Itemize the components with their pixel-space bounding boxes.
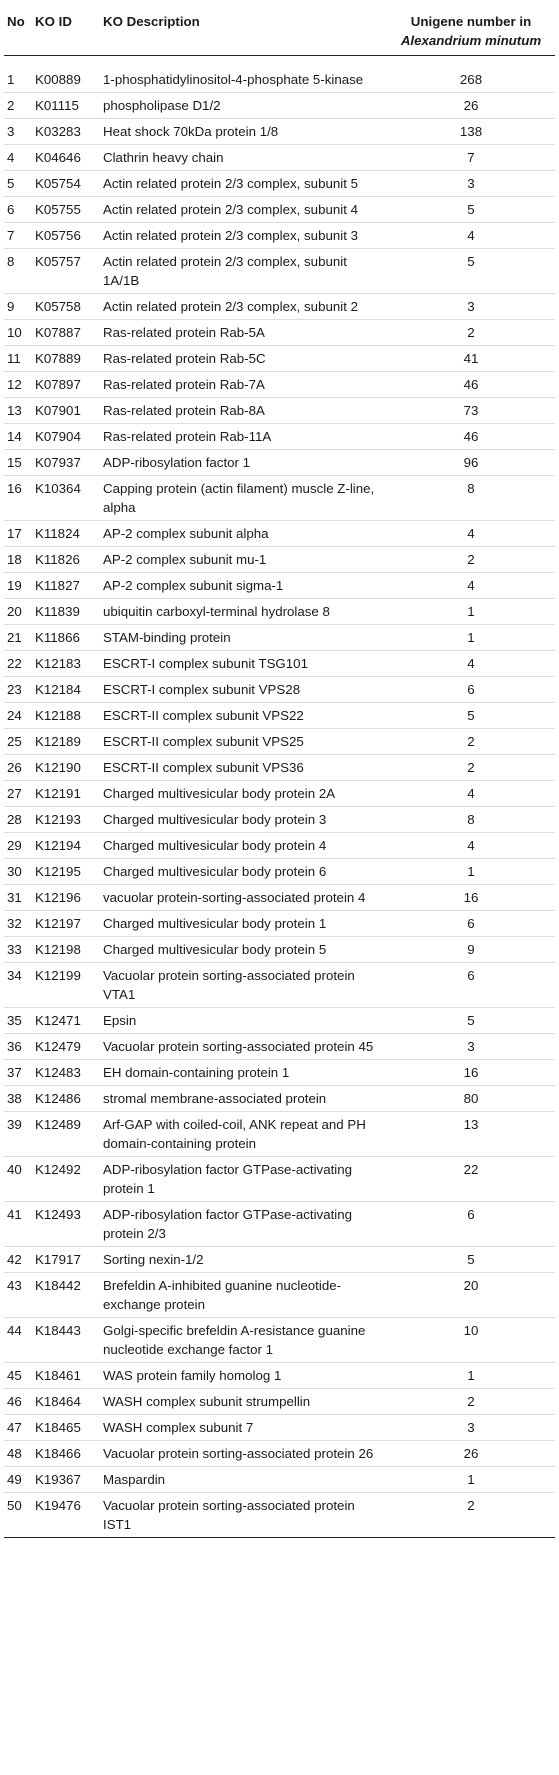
row-no: 10 xyxy=(4,320,32,346)
row-ko-id: K07901 xyxy=(32,398,100,424)
row-unigene-count: 4 xyxy=(387,833,555,859)
row-ko-id: K11827 xyxy=(32,573,100,599)
row-unigene-count: 5 xyxy=(387,1008,555,1034)
row-unigene-count: 41 xyxy=(387,346,555,372)
row-ko-description: Vacuolar protein sorting-associated protein 26 xyxy=(100,1441,387,1467)
row-ko-description: AP-2 complex subunit mu-1 xyxy=(100,547,387,573)
row-ko-id: K12483 xyxy=(32,1060,100,1086)
row-ko-description: Actin related protein 2/3 complex, subunit 2 xyxy=(100,294,387,320)
row-no: 18 xyxy=(4,547,32,573)
table-row xyxy=(4,372,555,398)
row-no: 50 xyxy=(4,1493,32,1538)
row-ko-description: Actin related protein 2/3 complex, subunit 5 xyxy=(100,171,387,197)
table-row xyxy=(4,1273,555,1318)
row-no: 16 xyxy=(4,476,32,521)
row-unigene-count: 96 xyxy=(387,450,555,476)
table-row xyxy=(4,807,555,833)
table-row xyxy=(4,119,555,145)
row-ko-description: Vacuolar protein sorting-associated protein 45 xyxy=(100,1034,387,1060)
row-no: 24 xyxy=(4,703,32,729)
row-ko-id: K05755 xyxy=(32,197,100,223)
row-unigene-count: 16 xyxy=(387,885,555,911)
row-ko-description: Vacuolar protein sorting-associated protein IST1 xyxy=(100,1493,387,1538)
row-ko-description: ESCRT-I complex subunit TSG101 xyxy=(100,651,387,677)
row-no: 31 xyxy=(4,885,32,911)
row-unigene-count: 16 xyxy=(387,1060,555,1086)
row-ko-description: phospholipase D1/2 xyxy=(100,93,387,119)
row-unigene-count: 8 xyxy=(387,807,555,833)
row-no: 15 xyxy=(4,450,32,476)
row-no: 38 xyxy=(4,1086,32,1112)
row-no: 20 xyxy=(4,599,32,625)
row-unigene-count: 26 xyxy=(387,1441,555,1467)
row-unigene-count: 46 xyxy=(387,424,555,450)
table-row xyxy=(4,729,555,755)
row-ko-description: EH domain-containing protein 1 xyxy=(100,1060,387,1086)
row-ko-id: K18461 xyxy=(32,1363,100,1389)
row-unigene-count: 2 xyxy=(387,1389,555,1415)
row-unigene-count: 6 xyxy=(387,911,555,937)
row-ko-description: Brefeldin A-inhibited guanine nucleotide-exchange protein xyxy=(100,1273,387,1318)
row-ko-description: stromal membrane-associated protein xyxy=(100,1086,387,1112)
row-ko-id: K18443 xyxy=(32,1318,100,1363)
row-unigene-count: 8 xyxy=(387,476,555,521)
row-unigene-count: 9 xyxy=(387,937,555,963)
table-row xyxy=(4,755,555,781)
row-unigene-count: 4 xyxy=(387,781,555,807)
table-row xyxy=(4,1415,555,1441)
row-ko-description: Ras-related protein Rab-7A xyxy=(100,372,387,398)
table-row xyxy=(4,398,555,424)
row-ko-description: Ras-related protein Rab-5A xyxy=(100,320,387,346)
row-no: 37 xyxy=(4,1060,32,1086)
row-ko-id: K11839 xyxy=(32,599,100,625)
row-unigene-count: 20 xyxy=(387,1273,555,1318)
row-ko-id: K12188 xyxy=(32,703,100,729)
row-unigene-count: 26 xyxy=(387,93,555,119)
row-ko-description: Actin related protein 2/3 complex, subunit 4 xyxy=(100,197,387,223)
row-unigene-count: 2 xyxy=(387,755,555,781)
row-unigene-count: 4 xyxy=(387,573,555,599)
row-no: 45 xyxy=(4,1363,32,1389)
row-ko-id: K12184 xyxy=(32,677,100,703)
table-body xyxy=(4,56,555,1538)
row-no: 46 xyxy=(4,1389,32,1415)
row-no: 14 xyxy=(4,424,32,450)
row-no: 32 xyxy=(4,911,32,937)
row-ko-description: Maspardin xyxy=(100,1467,387,1493)
row-ko-id: K12193 xyxy=(32,807,100,833)
row-ko-id: K12189 xyxy=(32,729,100,755)
table-row xyxy=(4,1008,555,1034)
header-ko-id: KO ID xyxy=(32,6,100,56)
row-ko-description: ESCRT-I complex subunit VPS28 xyxy=(100,677,387,703)
row-unigene-count: 1 xyxy=(387,1467,555,1493)
table-row xyxy=(4,885,555,911)
row-unigene-count: 3 xyxy=(387,294,555,320)
row-unigene-count: 5 xyxy=(387,249,555,294)
row-ko-description: Charged multivesicular body protein 4 xyxy=(100,833,387,859)
table-row xyxy=(4,1441,555,1467)
table-row xyxy=(4,476,555,521)
row-no: 19 xyxy=(4,573,32,599)
table-row xyxy=(4,703,555,729)
table-row xyxy=(4,599,555,625)
row-no: 25 xyxy=(4,729,32,755)
row-unigene-count: 1 xyxy=(387,625,555,651)
row-ko-description: STAM-binding protein xyxy=(100,625,387,651)
row-no: 29 xyxy=(4,833,32,859)
row-unigene-count: 3 xyxy=(387,1415,555,1441)
row-no: 12 xyxy=(4,372,32,398)
table-row xyxy=(4,1202,555,1247)
row-ko-id: K11866 xyxy=(32,625,100,651)
table-row xyxy=(4,521,555,547)
row-unigene-count: 2 xyxy=(387,320,555,346)
row-ko-id: K04646 xyxy=(32,145,100,171)
row-unigene-count: 4 xyxy=(387,521,555,547)
row-no: 4 xyxy=(4,145,32,171)
row-ko-description: Charged multivesicular body protein 6 xyxy=(100,859,387,885)
row-no: 26 xyxy=(4,755,32,781)
row-no: 49 xyxy=(4,1467,32,1493)
table-row xyxy=(4,346,555,372)
row-ko-description: WAS protein family homolog 1 xyxy=(100,1363,387,1389)
table-row xyxy=(4,1157,555,1202)
row-ko-id: K12194 xyxy=(32,833,100,859)
row-unigene-count: 13 xyxy=(387,1112,555,1157)
header-row xyxy=(4,6,555,56)
header-unigene-number xyxy=(387,6,555,56)
row-no: 33 xyxy=(4,937,32,963)
row-ko-id: K07889 xyxy=(32,346,100,372)
row-unigene-count: 5 xyxy=(387,197,555,223)
row-ko-id: K11824 xyxy=(32,521,100,547)
table-row xyxy=(4,625,555,651)
row-ko-description: Ras-related protein Rab-8A xyxy=(100,398,387,424)
row-unigene-count: 73 xyxy=(387,398,555,424)
row-ko-id: K12471 xyxy=(32,1008,100,1034)
row-unigene-count: 5 xyxy=(387,703,555,729)
row-no: 27 xyxy=(4,781,32,807)
row-no: 40 xyxy=(4,1157,32,1202)
row-ko-id: K07937 xyxy=(32,450,100,476)
row-no: 3 xyxy=(4,119,32,145)
row-ko-description: Arf-GAP with coiled-coil, ANK repeat and PH domain-containing protein xyxy=(100,1112,387,1157)
table-row xyxy=(4,1389,555,1415)
row-ko-id: K12479 xyxy=(32,1034,100,1060)
row-ko-description: ubiquitin carboxyl-terminal hydrolase 8 xyxy=(100,599,387,625)
row-ko-description: ADP-ribosylation factor 1 xyxy=(100,450,387,476)
row-ko-id: K05756 xyxy=(32,223,100,249)
header-unigene-line2: Alexandrium minutum xyxy=(400,33,542,48)
row-no: 17 xyxy=(4,521,32,547)
row-ko-description: ESCRT-II complex subunit VPS25 xyxy=(100,729,387,755)
row-ko-id: K01115 xyxy=(32,93,100,119)
table-row xyxy=(4,197,555,223)
row-unigene-count: 5 xyxy=(387,1247,555,1273)
header-ko-description: KO Description xyxy=(100,6,387,56)
row-no: 47 xyxy=(4,1415,32,1441)
row-unigene-count: 4 xyxy=(387,223,555,249)
table-row xyxy=(4,937,555,963)
row-ko-id: K18465 xyxy=(32,1415,100,1441)
row-ko-id: K07904 xyxy=(32,424,100,450)
row-ko-description: Epsin xyxy=(100,1008,387,1034)
table-row xyxy=(4,547,555,573)
row-unigene-count: 4 xyxy=(387,651,555,677)
table-row xyxy=(4,1493,555,1538)
table-row xyxy=(4,320,555,346)
row-ko-id: K10364 xyxy=(32,476,100,521)
row-no: 23 xyxy=(4,677,32,703)
row-ko-id: K03283 xyxy=(32,119,100,145)
row-no: 2 xyxy=(4,93,32,119)
row-ko-description: Vacuolar protein sorting-associated protein VTA1 xyxy=(100,963,387,1008)
row-ko-description: Clathrin heavy chain xyxy=(100,145,387,171)
row-ko-id: K18466 xyxy=(32,1441,100,1467)
row-ko-id: K12197 xyxy=(32,911,100,937)
row-no: 42 xyxy=(4,1247,32,1273)
row-unigene-count: 6 xyxy=(387,677,555,703)
row-no: 21 xyxy=(4,625,32,651)
row-ko-id: K19367 xyxy=(32,1467,100,1493)
row-ko-description: ADP-ribosylation factor GTPase-activating protein 1 xyxy=(100,1157,387,1202)
table-header xyxy=(4,6,555,56)
row-ko-description: Ras-related protein Rab-5C xyxy=(100,346,387,372)
row-ko-description: Actin related protein 2/3 complex, subunit 3 xyxy=(100,223,387,249)
table-row xyxy=(4,1247,555,1273)
row-ko-description: WASH complex subunit 7 xyxy=(100,1415,387,1441)
row-no: 22 xyxy=(4,651,32,677)
row-ko-description: ESCRT-II complex subunit VPS22 xyxy=(100,703,387,729)
row-unigene-count: 22 xyxy=(387,1157,555,1202)
table-row xyxy=(4,450,555,476)
row-ko-description: Heat shock 70kDa protein 1/8 xyxy=(100,119,387,145)
table-row xyxy=(4,424,555,450)
row-ko-id: K12190 xyxy=(32,755,100,781)
table-row xyxy=(4,294,555,320)
row-ko-id: K18464 xyxy=(32,1389,100,1415)
row-ko-id: K12493 xyxy=(32,1202,100,1247)
row-no: 1 xyxy=(4,56,32,93)
row-ko-id: K18442 xyxy=(32,1273,100,1318)
row-no: 5 xyxy=(4,171,32,197)
row-ko-description: Golgi-specific brefeldin A-resistance guanine nucleotide exchange factor 1 xyxy=(100,1318,387,1363)
table-row xyxy=(4,651,555,677)
row-ko-id: K12198 xyxy=(32,937,100,963)
table-row xyxy=(4,1467,555,1493)
row-no: 11 xyxy=(4,346,32,372)
row-ko-id: K12486 xyxy=(32,1086,100,1112)
row-ko-id: K12492 xyxy=(32,1157,100,1202)
row-ko-description: Capping protein (actin filament) muscle Z-line, alpha xyxy=(100,476,387,521)
table-row xyxy=(4,56,555,93)
row-ko-id: K19476 xyxy=(32,1493,100,1538)
row-no: 41 xyxy=(4,1202,32,1247)
row-no: 34 xyxy=(4,963,32,1008)
row-unigene-count: 6 xyxy=(387,1202,555,1247)
table-row xyxy=(4,1318,555,1363)
row-ko-id: K12195 xyxy=(32,859,100,885)
row-no: 43 xyxy=(4,1273,32,1318)
row-no: 6 xyxy=(4,197,32,223)
header-unigene-line1: Unigene number in xyxy=(410,14,532,29)
row-ko-id: K12183 xyxy=(32,651,100,677)
row-unigene-count: 46 xyxy=(387,372,555,398)
row-unigene-count: 6 xyxy=(387,963,555,1008)
row-unigene-count: 2 xyxy=(387,1493,555,1538)
table-row xyxy=(4,677,555,703)
row-ko-description: Charged multivesicular body protein 5 xyxy=(100,937,387,963)
row-ko-description: AP-2 complex subunit alpha xyxy=(100,521,387,547)
row-ko-description: vacuolar protein-sorting-associated protein 4 xyxy=(100,885,387,911)
row-ko-id: K05754 xyxy=(32,171,100,197)
row-no: 48 xyxy=(4,1441,32,1467)
row-no: 44 xyxy=(4,1318,32,1363)
row-unigene-count: 268 xyxy=(387,56,555,93)
ko-table xyxy=(4,6,555,1538)
row-unigene-count: 3 xyxy=(387,1034,555,1060)
row-ko-description: Actin related protein 2/3 complex, subunit 1A/1B xyxy=(100,249,387,294)
row-ko-id: K07887 xyxy=(32,320,100,346)
row-unigene-count: 3 xyxy=(387,171,555,197)
table-row xyxy=(4,1086,555,1112)
row-ko-id: K05757 xyxy=(32,249,100,294)
table-row xyxy=(4,859,555,885)
row-ko-id: K12191 xyxy=(32,781,100,807)
table-row xyxy=(4,1060,555,1086)
row-no: 39 xyxy=(4,1112,32,1157)
table-row xyxy=(4,145,555,171)
row-no: 7 xyxy=(4,223,32,249)
row-ko-description: Charged multivesicular body protein 1 xyxy=(100,911,387,937)
row-ko-id: K05758 xyxy=(32,294,100,320)
row-ko-description: ESCRT-II complex subunit VPS36 xyxy=(100,755,387,781)
table-row xyxy=(4,223,555,249)
row-no: 35 xyxy=(4,1008,32,1034)
row-unigene-count: 80 xyxy=(387,1086,555,1112)
row-unigene-count: 1 xyxy=(387,599,555,625)
header-no: No xyxy=(4,6,32,56)
row-no: 30 xyxy=(4,859,32,885)
row-ko-description: WASH complex subunit strumpellin xyxy=(100,1389,387,1415)
table-row xyxy=(4,1034,555,1060)
table-row xyxy=(4,93,555,119)
row-no: 13 xyxy=(4,398,32,424)
row-no: 8 xyxy=(4,249,32,294)
row-ko-id: K07897 xyxy=(32,372,100,398)
table-row xyxy=(4,1112,555,1157)
row-ko-id: K12196 xyxy=(32,885,100,911)
table-row xyxy=(4,911,555,937)
row-ko-id: K12199 xyxy=(32,963,100,1008)
row-ko-id: K00889 xyxy=(32,56,100,93)
row-unigene-count: 1 xyxy=(387,859,555,885)
row-unigene-count: 10 xyxy=(387,1318,555,1363)
row-no: 36 xyxy=(4,1034,32,1060)
table-row xyxy=(4,171,555,197)
row-unigene-count: 2 xyxy=(387,729,555,755)
row-ko-description: Ras-related protein Rab-11A xyxy=(100,424,387,450)
row-no: 28 xyxy=(4,807,32,833)
row-ko-description: AP-2 complex subunit sigma-1 xyxy=(100,573,387,599)
row-ko-id: K12489 xyxy=(32,1112,100,1157)
row-ko-description: 1-phosphatidylinositol-4-phosphate 5-kinase xyxy=(100,56,387,93)
table-row xyxy=(4,249,555,294)
row-unigene-count: 2 xyxy=(387,547,555,573)
row-ko-description: Charged multivesicular body protein 2A xyxy=(100,781,387,807)
row-ko-description: ADP-ribosylation factor GTPase-activating protein 2/3 xyxy=(100,1202,387,1247)
row-ko-id: K11826 xyxy=(32,547,100,573)
row-unigene-count: 1 xyxy=(387,1363,555,1389)
table-row xyxy=(4,573,555,599)
row-ko-description: Sorting nexin-1/2 xyxy=(100,1247,387,1273)
row-unigene-count: 138 xyxy=(387,119,555,145)
table-row xyxy=(4,963,555,1008)
table-row xyxy=(4,833,555,859)
row-no: 9 xyxy=(4,294,32,320)
table-row xyxy=(4,1363,555,1389)
table-row xyxy=(4,781,555,807)
row-ko-id: K17917 xyxy=(32,1247,100,1273)
row-ko-description: Charged multivesicular body protein 3 xyxy=(100,807,387,833)
row-unigene-count: 7 xyxy=(387,145,555,171)
